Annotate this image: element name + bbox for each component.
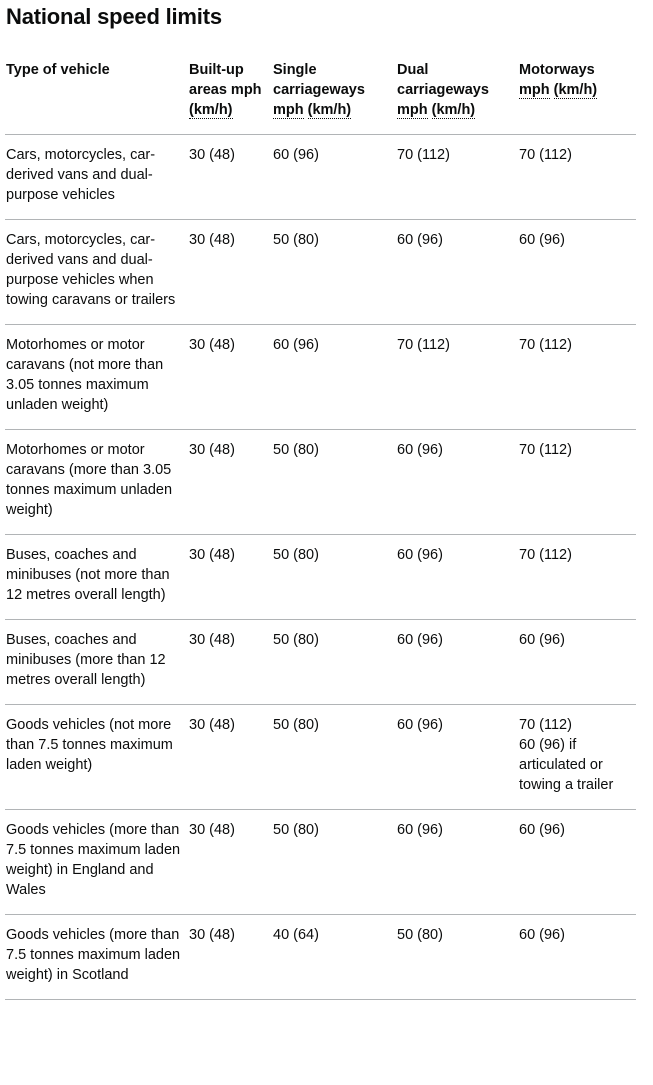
cell-single: 50 (80) [272, 535, 396, 620]
cell-vehicle: Motorhomes or motor caravans (more than 3.05 tonnes maximum unladen weight) [5, 430, 188, 535]
cell-motorways: 70 (112) [518, 535, 636, 620]
speed-limits-table [5, 58, 636, 1000]
cell-vehicle: Goods vehicles (more than 7.5 tonnes maximum laden weight) in England and Wales [5, 810, 188, 915]
cell-dual: 60 (96) [396, 705, 518, 810]
header-single-line1: Single [273, 62, 317, 78]
cell-vehicle: Cars, motorcycles, car-derived vans and dual-purpose vehicles [5, 135, 188, 220]
cell-single: 50 (80) [272, 430, 396, 535]
cell-vehicle: Motorhomes or motor caravans (not more than 3.05 tonnes maximum unladen weight) [5, 325, 188, 430]
table-row [5, 810, 636, 915]
header-builtup-line1: Built-up [189, 62, 244, 78]
table-row [5, 220, 636, 325]
cell-builtup: 30 (48) [188, 430, 272, 535]
header-single-unit-kmh: (km/h) [307, 102, 352, 118]
cell-vehicle: Cars, motorcycles, car-derived vans and dual-purpose vehicles when towing caravans or trailers [5, 220, 188, 325]
header-dual [396, 58, 518, 135]
header-builtup-line2: areas mph [189, 82, 262, 98]
cell-builtup: 30 (48) [188, 810, 272, 915]
cell-motorways: 60 (96) [518, 620, 636, 705]
cell-builtup: 30 (48) [188, 620, 272, 705]
header-single [272, 58, 396, 135]
cell-vehicle: Goods vehicles (more than 7.5 tonnes maximum laden weight) in Scotland [5, 915, 188, 1000]
page-title: National speed limits [6, 4, 222, 29]
cell-builtup: 30 (48) [188, 535, 272, 620]
cell-motorways: 60 (96) [518, 220, 636, 325]
table-header-row [5, 58, 636, 135]
header-vehicle-label: Type of vehicle [6, 62, 110, 78]
cell-single: 50 (80) [272, 705, 396, 810]
table-row [5, 620, 636, 705]
header-dual-unit-kmh: (km/h) [431, 102, 476, 118]
header-builtup [188, 58, 272, 135]
cell-dual: 60 (96) [396, 810, 518, 915]
cell-motorways: 70 (112) [518, 135, 636, 220]
table-row [5, 915, 636, 1000]
cell-motorways [518, 705, 636, 810]
cell-single: 60 (96) [272, 135, 396, 220]
header-vehicle [5, 58, 188, 135]
header-motorways-line1: Motorways [519, 62, 595, 78]
cell-builtup: 30 (48) [188, 915, 272, 1000]
cell-dual: 60 (96) [396, 535, 518, 620]
cell-single: 40 (64) [272, 915, 396, 1000]
header-single-unit-mph: mph [273, 102, 304, 118]
cell-single: 50 (80) [272, 810, 396, 915]
cell-builtup: 30 (48) [188, 325, 272, 430]
cell-dual: 50 (80) [396, 915, 518, 1000]
cell-builtup: 30 (48) [188, 135, 272, 220]
table-row [5, 705, 636, 810]
header-motorways [518, 58, 636, 135]
header-single-line2: carriageways [273, 82, 365, 98]
header-motorways-unit-kmh: (km/h) [553, 82, 598, 98]
cell-motorways-value: 70 (112) [519, 717, 572, 733]
cell-dual: 70 (112) [396, 325, 518, 430]
cell-builtup: 30 (48) [188, 220, 272, 325]
header-dual-unit-mph: mph [397, 102, 428, 118]
cell-dual: 60 (96) [396, 220, 518, 325]
cell-dual: 60 (96) [396, 620, 518, 705]
cell-motorways: 60 (96) [518, 915, 636, 1000]
cell-motorways-note: 60 (96) if articulated or towing a trailer [519, 737, 614, 793]
header-builtup-unit: (km/h) [189, 102, 233, 118]
header-motorways-unit-mph: mph [519, 82, 550, 98]
cell-dual: 60 (96) [396, 430, 518, 535]
cell-vehicle: Buses, coaches and minibuses (more than 12 metres overall length) [5, 620, 188, 705]
table-row [5, 325, 636, 430]
cell-vehicle: Goods vehicles (not more than 7.5 tonnes maximum laden weight) [5, 705, 188, 810]
header-dual-line2: carriageways [397, 82, 489, 98]
cell-motorways: 60 (96) [518, 810, 636, 915]
cell-single: 50 (80) [272, 220, 396, 325]
cell-single: 50 (80) [272, 620, 396, 705]
table-row [5, 535, 636, 620]
cell-motorways: 70 (112) [518, 430, 636, 535]
cell-single: 60 (96) [272, 325, 396, 430]
cell-vehicle: Buses, coaches and minibuses (not more than 12 metres overall length) [5, 535, 188, 620]
table-row [5, 135, 636, 220]
cell-dual: 70 (112) [396, 135, 518, 220]
table-row [5, 430, 636, 535]
cell-builtup: 30 (48) [188, 705, 272, 810]
header-dual-line1: Dual [397, 62, 429, 78]
cell-motorways: 70 (112) [518, 325, 636, 430]
